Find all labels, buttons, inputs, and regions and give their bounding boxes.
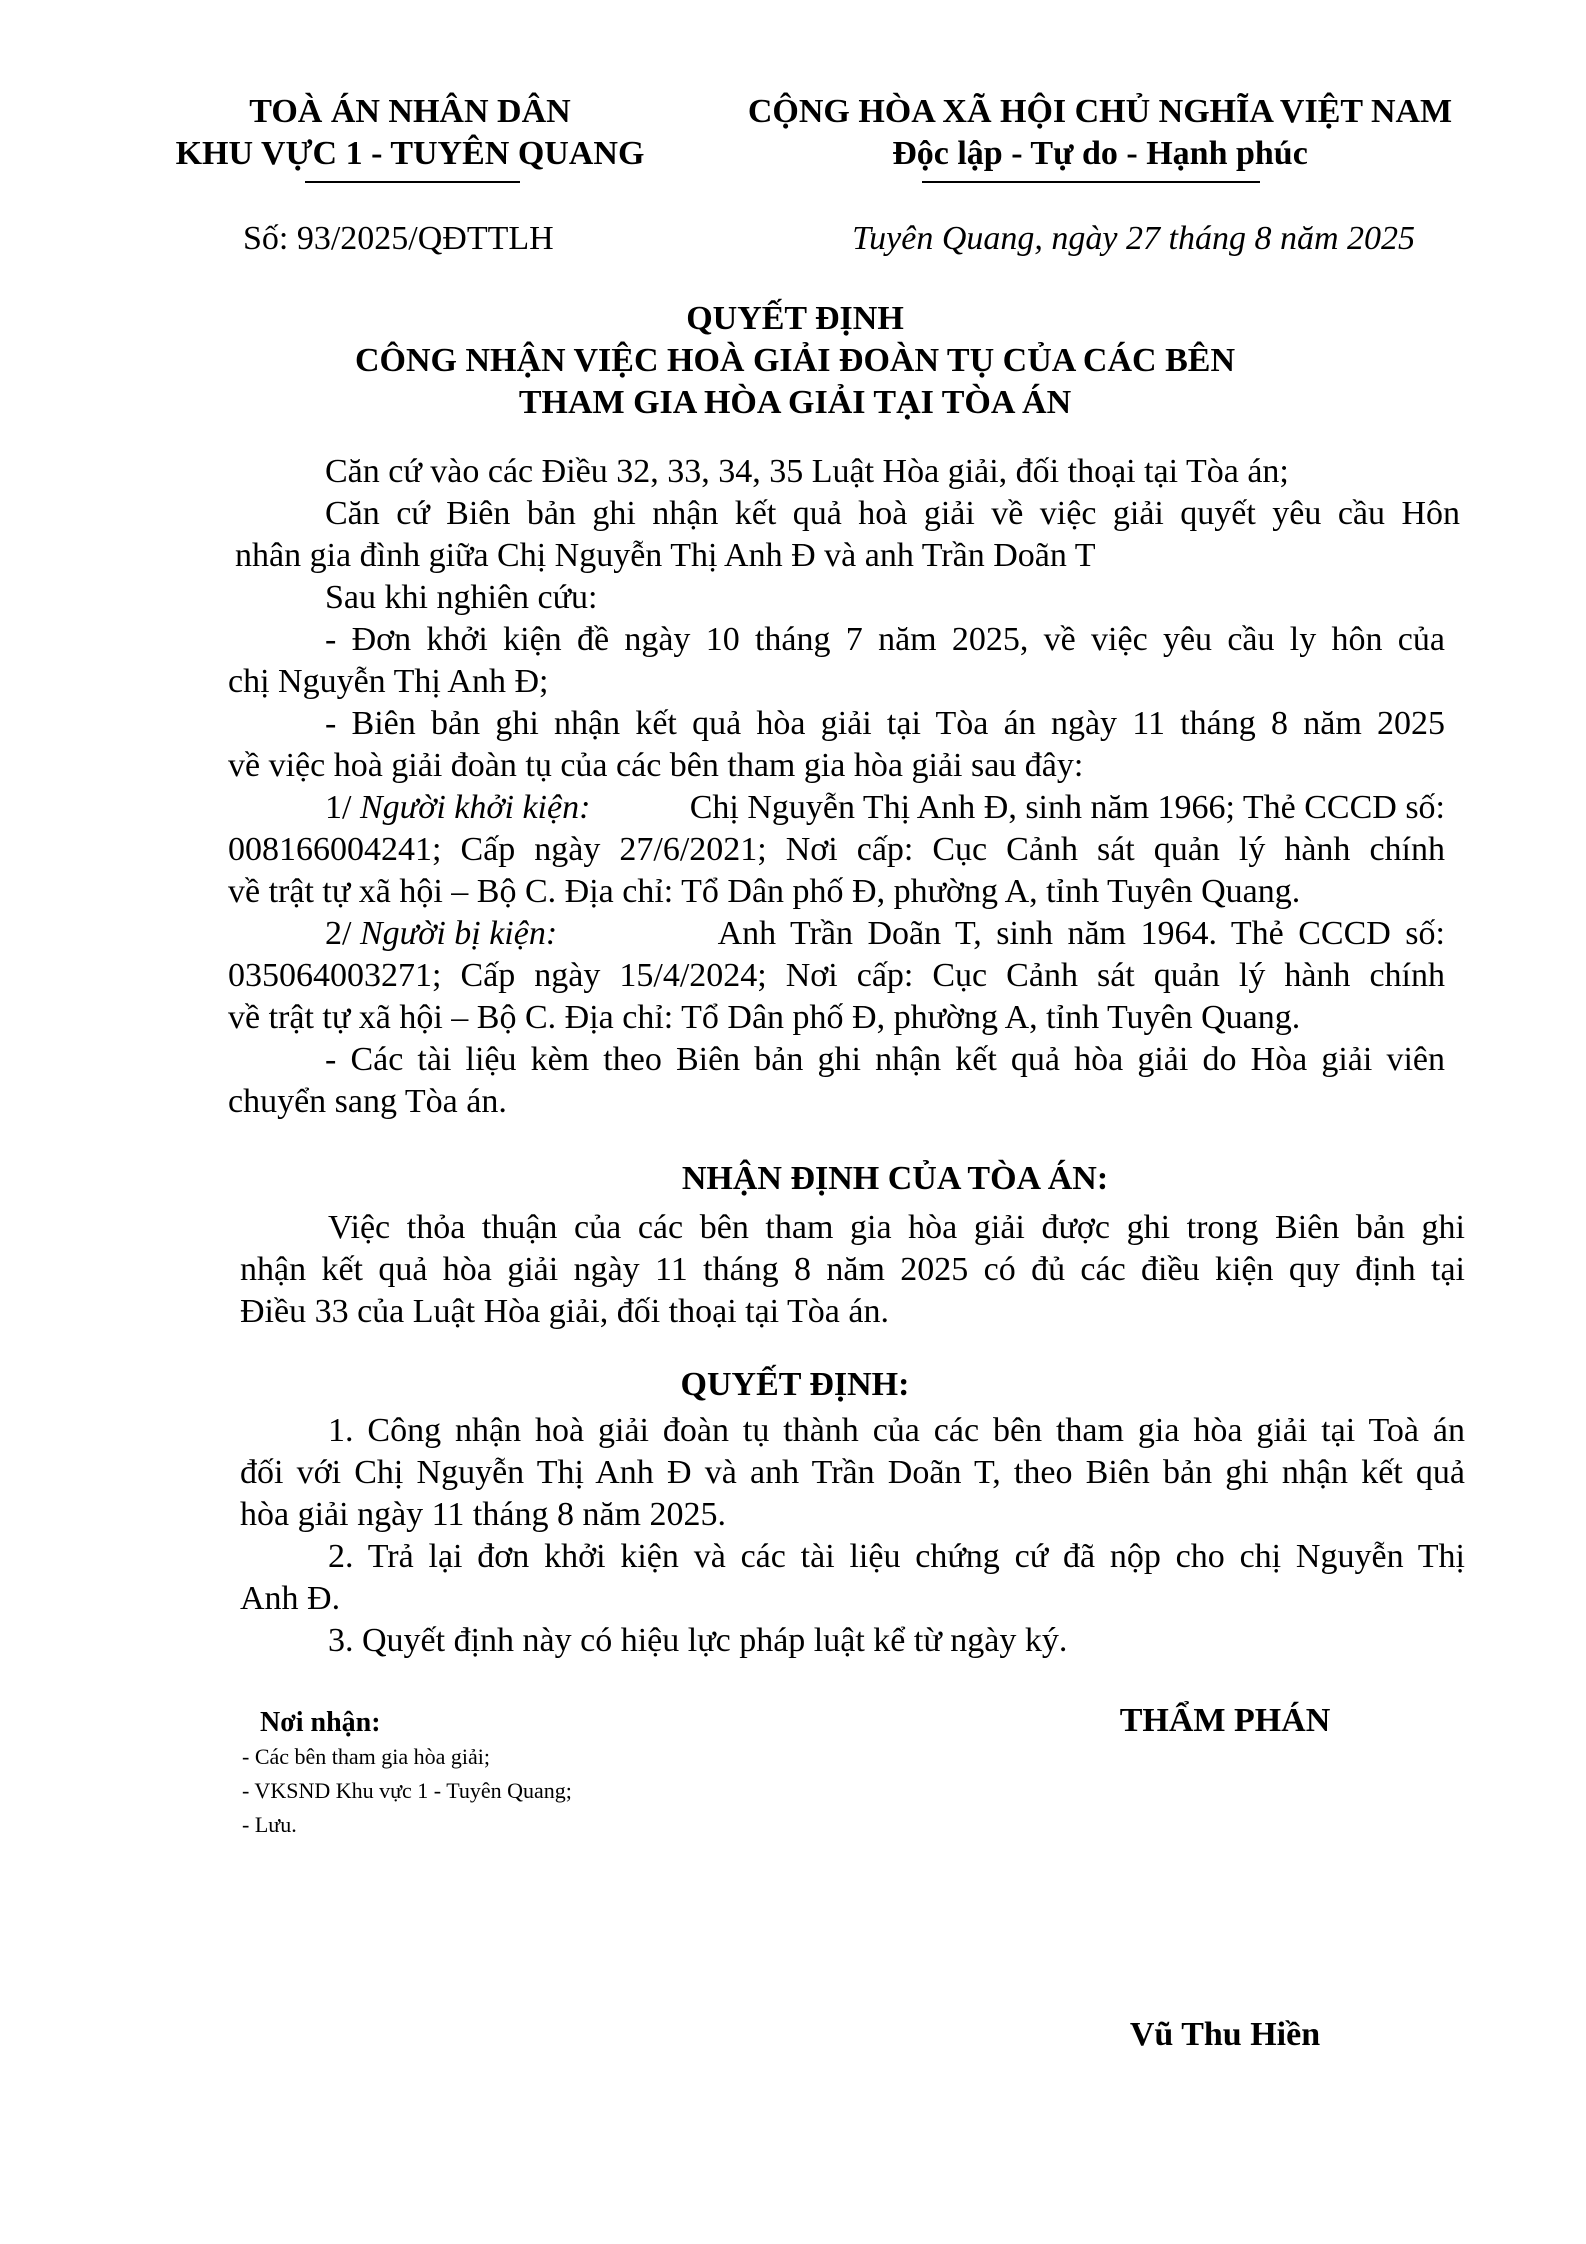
- assessment-line2: nhận kết quả hòa giải ngày 11 tháng 8 năm 2025 có đủ các điều kiện quy định tại: [240, 1251, 1465, 1288]
- legal-basis-1: Căn cứ vào các Điều 32, 33, 34, 35 Luật Hòa giải, đối thoại tại Tòa án;: [325, 453, 1289, 490]
- record-line2: về việc hoà giải đoàn tụ của các bên tham gia hòa giải sau đây:: [228, 747, 1084, 784]
- decision-item2-line2: Anh Đ.: [240, 1580, 341, 1617]
- record-line1: - Biên bản ghi nhận kết quả hòa giải tại Tòa án ngày 11 tháng 8 năm 2025: [325, 705, 1445, 742]
- court-name-line1: TOÀ ÁN NHÂN DÂN: [249, 93, 571, 130]
- nation-motto: Độc lập - Tự do - Hạnh phúc: [892, 135, 1308, 172]
- legal-basis-2-cont: nhân gia đình giữa Chị Nguyễn Thị Anh Đ và anh Trần Doãn T: [235, 537, 1096, 574]
- defendant-number: 2/: [325, 915, 352, 952]
- defendant-label: Người bị kiện:: [359, 915, 558, 952]
- plaintiff-label: Người khởi kiện:: [359, 789, 591, 826]
- attachments-line2: chuyển sang Tòa án.: [228, 1083, 507, 1120]
- recipient-item: - Các bên tham gia hòa giải;: [242, 1744, 491, 1769]
- place-date: Tuyên Quang, ngày 27 tháng 8 năm 2025: [852, 220, 1415, 257]
- decision-subtitle-line2: THAM GIA HÒA GIẢI TẠI TÒA ÁN: [518, 384, 1072, 421]
- after-review-label: Sau khi nghiên cứu:: [325, 579, 598, 616]
- petition-line2: chị Nguyễn Thị Anh Đ;: [228, 663, 549, 700]
- document-number: Số: 93/2025/QĐTTLH: [243, 220, 554, 257]
- recipients-heading: Nơi nhận:: [260, 1707, 381, 1738]
- defendant-line1: [325, 913, 1445, 954]
- plaintiff-number: 1/: [325, 789, 352, 826]
- decision-item1-line2: đối với Chị Nguyễn Thị Anh Đ và anh Trần Doãn T, theo Biên bản ghi nhận kết quả: [240, 1454, 1465, 1491]
- assessment-heading: NHẬN ĐỊNH CỦA TÒA ÁN:: [681, 1160, 1109, 1197]
- decision-item2-line1: 2. Trả lại đơn khởi kiện và các tài liệu chứng cứ đã nộp cho chị Nguyễn Thị: [328, 1538, 1465, 1575]
- defendant-line2: 035064003271; Cấp ngày 15/4/2024; Nơi cấp: Cục Cảnh sát quản lý hành chính: [228, 957, 1445, 994]
- decision-item1-line3: hòa giải ngày 11 tháng 8 năm 2025.: [240, 1496, 726, 1533]
- court-name-underline: [305, 181, 520, 183]
- plaintiff-line3: về trật tự xã hội – Bộ C. Địa chỉ: Tổ Dân phố Đ, phường A, tỉnh Tuyên Quang.: [228, 873, 1301, 910]
- decision-subtitle-line1: CÔNG NHẬN VIỆC HOÀ GIẢI ĐOÀN TỤ CỦA CÁC BÊN: [355, 342, 1235, 379]
- recipient-item: - VKSND Khu vực 1 - Tuyên Quang;: [242, 1778, 572, 1803]
- recipient-item: - Lưu.: [242, 1812, 297, 1837]
- legal-basis-2: Căn cứ Biên bản ghi nhận kết quả hoà giải về việc giải quyết yêu cầu Hôn: [325, 495, 1460, 532]
- decision-title: QUYẾT ĐỊNH: [686, 300, 904, 337]
- signer-title: THẨM PHÁN: [1119, 1702, 1331, 1739]
- assessment-line3: Điều 33 của Luật Hòa giải, đối thoại tại Tòa án.: [240, 1293, 889, 1330]
- decision-heading: QUYẾT ĐỊNH:: [680, 1366, 910, 1403]
- plaintiff-line1: [325, 787, 1445, 828]
- decision-item1-line1: 1. Công nhận hoà giải đoàn tụ thành của các bên tham gia hòa giải tại Toà án: [328, 1412, 1465, 1449]
- decision-item3: 3. Quyết định này có hiệu lực pháp luật kể từ ngày ký.: [328, 1622, 1068, 1659]
- defendant-line3: về trật tự xã hội – Bộ C. Địa chỉ: Tổ Dân phố Đ, phường A, tỉnh Tuyên Quang.: [228, 999, 1301, 1036]
- nation-title: CỘNG HÒA XÃ HỘI CHỦ NGHĨA VIỆT NAM: [747, 93, 1453, 130]
- attachments-line1: - Các tài liệu kèm theo Biên bản ghi nhận kết quả hòa giải do Hòa giải viên: [325, 1041, 1445, 1078]
- signer-name: Vũ Thu Hiền: [1129, 2016, 1321, 2053]
- plaintiff-line2: 008166004241; Cấp ngày 27/6/2021; Nơi cấp: Cục Cảnh sát quản lý hành chính: [228, 831, 1445, 868]
- defendant-info: Anh Trần Doãn T, sinh năm 1964. Thẻ CCCD số:: [717, 915, 1445, 952]
- petition-line1: - Đơn khởi kiện đề ngày 10 tháng 7 năm 2025, về việc yêu cầu ly hôn của: [325, 621, 1445, 658]
- court-name-line2: KHU VỰC 1 - TUYÊN QUANG: [175, 135, 645, 172]
- plaintiff-info: Chị Nguyễn Thị Anh Đ, sinh năm 1966; Thẻ CCCD số:: [689, 789, 1445, 826]
- nation-motto-underline: [922, 181, 1260, 183]
- assessment-line1: Việc thỏa thuận của các bên tham gia hòa giải được ghi trong Biên bản ghi: [328, 1209, 1465, 1246]
